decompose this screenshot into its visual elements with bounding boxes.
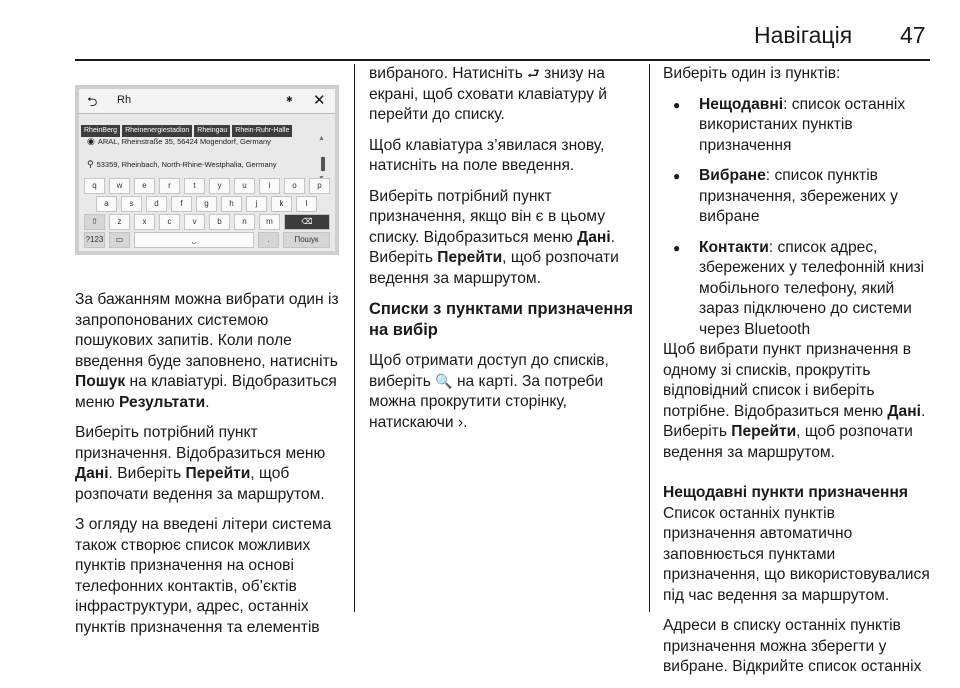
text: Виберіть потрібний пункт призначення, якщо він є в цьому списку. Відобразиться меню [369,187,605,246]
ui-term: Перейти [437,249,503,266]
key: h [221,196,242,212]
list-item [673,166,931,228]
pin-icon: ⚲ [87,159,94,169]
key: f [171,196,192,212]
chip: Rheinenergiestadion [122,125,192,137]
paragraph: Щоб клавіатура з’явилася знову, натисніть на поле введення. [369,136,605,174]
text: знизу на екрані, щоб сховати клавіатуру й перейти до списку. [369,65,608,123]
search-icon: 🔍 [435,373,453,390]
text: , щоб розпочати ведення за маршрутом. [663,423,913,461]
text: вибраного. Натисніть [369,65,528,82]
column-2 [369,64,639,443]
ui-term: Нещодавні [699,95,784,113]
chip: Rhein-Ruhr-Halle [232,125,292,137]
column-divider-1 [354,64,355,612]
ui-term: Дані [887,402,921,420]
text: на карті. За потреби можна прокрутити сторінку, натискаючи [369,372,604,431]
text: . [463,413,468,431]
header-rule [75,59,930,61]
text: Виберіть потрібний пункт призначення. Відобразиться меню [75,424,326,462]
shift-key: ⇧ [84,214,105,230]
chevron-right-icon: › [457,413,464,431]
result-item [87,159,277,170]
text: Щоб вибрати пункт призначення в одному зі списків, прокрутіть відповідний список і виберіть потрібне. Відобразиться меню [663,341,911,420]
key: w [109,178,130,194]
key: m [259,214,280,230]
back-arrow-icon: ⮌ [87,94,98,109]
text: , щоб розпочати ведення за маршрутом. [75,465,325,503]
paragraph [369,351,639,433]
keyboard-screenshot [75,85,339,255]
ui-term: Перейти [185,465,251,482]
paragraph: Виберіть один із пунктів: [663,65,841,82]
ui-term: Дані [577,228,611,246]
paragraph [369,64,639,126]
key: n [234,214,255,230]
screen-inner [79,89,335,251]
key: x [134,214,155,230]
section-heading: Списки з пунктами призначення на вибір [369,300,633,339]
close-icon: ✕ [313,92,326,109]
key: q [84,178,105,194]
text: . Виберіть [108,465,186,482]
result-text: 53359, Rheinbach, North-Rhine-Westphalia, Germany [96,160,277,169]
text: : список адрес, збережених у телефонній книзі мобільного телефону, який зараз підключено до системи через Bluetooth [699,238,925,338]
hide-keyboard-icon: ⮐ [527,66,540,82]
key: i [259,178,280,194]
key: r [159,178,180,194]
result-text: ARAL, Rheinstraße 35, 56424 Mogendorf, Germany [97,137,271,146]
backspace-key: ⌫ [284,214,330,230]
ui-term: Пошук [75,373,126,390]
page-number: 47 [900,22,926,48]
search-input: Rh [117,94,132,106]
text: . Виберіть [663,402,926,440]
paragraph: З огляду на введені літери система також створює список можливих пунктів призначення на основі телефонних контактів, об’єктів інфраструктури, адрес, останніх пунктів призначення та елементів [75,516,332,636]
result-item [87,136,271,147]
ui-term: Контакти [699,238,769,256]
scroll-up-icon: ▲ [318,135,325,142]
key: c [159,214,180,230]
poi-icon: ◉ [87,136,95,146]
text: За бажанням можна вибрати один із запропонованих системою пошукових запитів. Коли поле введення буде заповнено, натисніть [75,291,339,370]
key: s [121,196,142,212]
space-key: ⎵ [134,232,254,248]
paragraph [75,290,345,413]
key: d [146,196,167,212]
text: на клавіатурі. Відобразиться меню [75,373,337,411]
chip: RheinBerg [81,125,120,137]
hide-keyboard-key: ▭ [109,232,130,248]
section-title: Навігація [754,22,853,48]
paragraph: Адреси в списку останніх пунктів призначення можна зберегти у вибране. Відкрийте список останніх [663,617,922,675]
column-divider-2 [649,64,650,612]
clear-dot-icon: ✱ [286,95,293,104]
paragraph: Список останніх пунктів призначення автоматично заповнюється пунктами призначення, що використовувалися під час ведення за маршрутом. [663,504,930,604]
column-1 [75,290,345,648]
key: u [234,178,255,194]
suggestion-chips [81,119,294,134]
key: p [309,178,330,194]
key: j [246,196,267,212]
paragraph [663,340,931,463]
text: : список пунктів призначення, збережених у вибране [699,167,898,225]
key: g [196,196,217,212]
key: l [296,196,317,212]
list-item [673,95,931,157]
ui-term: Перейти [731,423,797,440]
subsection-heading: Нещодавні пункти призначення [663,484,908,501]
ui-term: Вибране [699,167,766,184]
text: , щоб розпочати ведення за маршрутом. [369,249,619,287]
search-bar [79,89,335,114]
text: Щоб отримати доступ до списків, виберіть [369,352,609,390]
column-3 [663,64,931,688]
key: y [209,178,230,194]
key: v [184,214,205,230]
key: t [184,178,205,194]
chip: Rheingau [194,125,230,137]
ui-term: Дані [75,465,109,482]
key: e [134,178,155,194]
text: . [205,393,210,411]
list-item [673,238,931,341]
symbols-key: ?123 [84,232,105,248]
key: a [96,196,117,212]
ui-term: Результати [119,393,206,411]
paragraph [75,423,345,505]
search-key: Пошук [283,232,330,248]
text: . Виберіть [369,228,616,266]
key: z [109,214,130,230]
key: k [271,196,292,212]
key: o [284,178,305,194]
paragraph [369,187,639,290]
text: : список останніх використаних пунктів призначення [699,95,906,154]
scroll-thumb [321,157,325,171]
dot-key: . [258,232,279,248]
key: b [209,214,230,230]
